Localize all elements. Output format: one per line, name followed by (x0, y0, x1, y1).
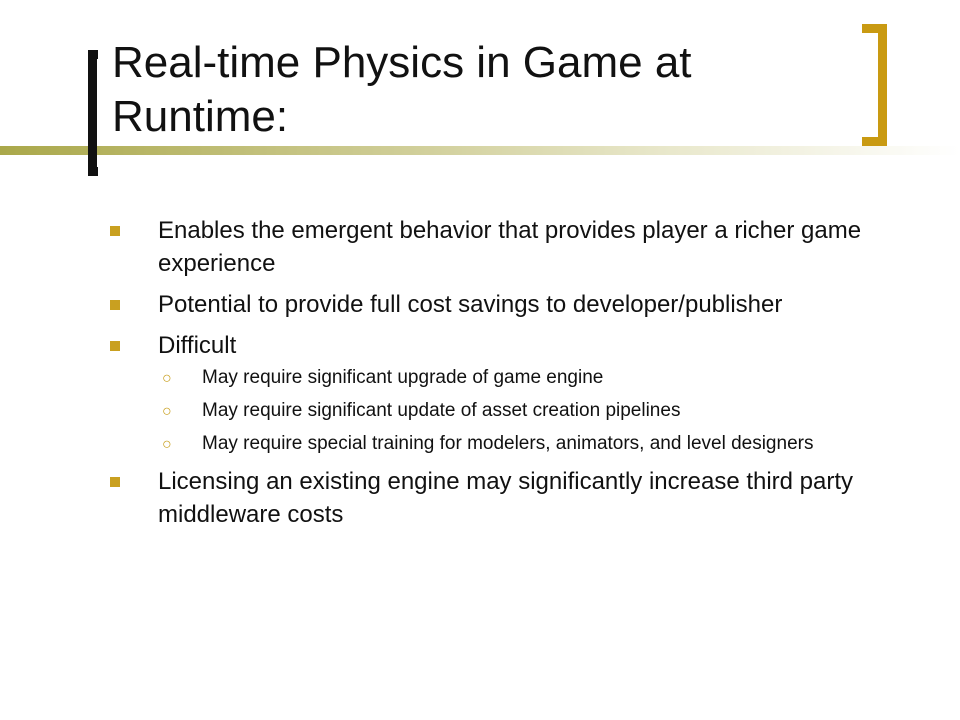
bullet-text: Difficult (158, 332, 237, 359)
circle-bullet-icon: ○ (162, 370, 172, 387)
sub-bullet-text: May require special training for modelers, animators, and level designers (202, 433, 814, 454)
slide-title: Real-time Physics in Game at Runtime: (112, 38, 692, 141)
square-bullet-icon (110, 341, 120, 351)
bullet-text: Potential to provide full cost savings to developer/publisher (158, 291, 783, 318)
square-bullet-icon (110, 226, 120, 236)
left-bracket-decoration (88, 50, 98, 176)
bullet-item (108, 214, 898, 280)
bullet-item (108, 329, 898, 455)
sub-bullet-text: May require significant update of asset creation pipelines (202, 400, 681, 421)
square-bullet-icon (110, 300, 120, 310)
sub-bullet-item (158, 366, 898, 389)
circle-bullet-icon: ○ (162, 403, 172, 420)
sub-bullet-text: May require significant upgrade of game engine (202, 367, 604, 388)
right-bracket-decoration (862, 24, 887, 146)
bullet-item (108, 288, 898, 321)
circle-bullet-icon: ○ (162, 436, 172, 453)
bullet-list (108, 214, 898, 539)
sub-bullet-item (158, 399, 898, 422)
bullet-text: Enables the emergent behavior that provides player a richer game experience (158, 217, 862, 277)
square-bullet-icon (110, 477, 120, 487)
sub-bullet-list (158, 366, 898, 455)
title-underline-bar (0, 146, 960, 155)
bullet-text: Licensing an existing engine may significantly increase third party middleware costs (158, 468, 854, 528)
bullet-item (108, 465, 898, 531)
sub-bullet-item (158, 432, 898, 455)
